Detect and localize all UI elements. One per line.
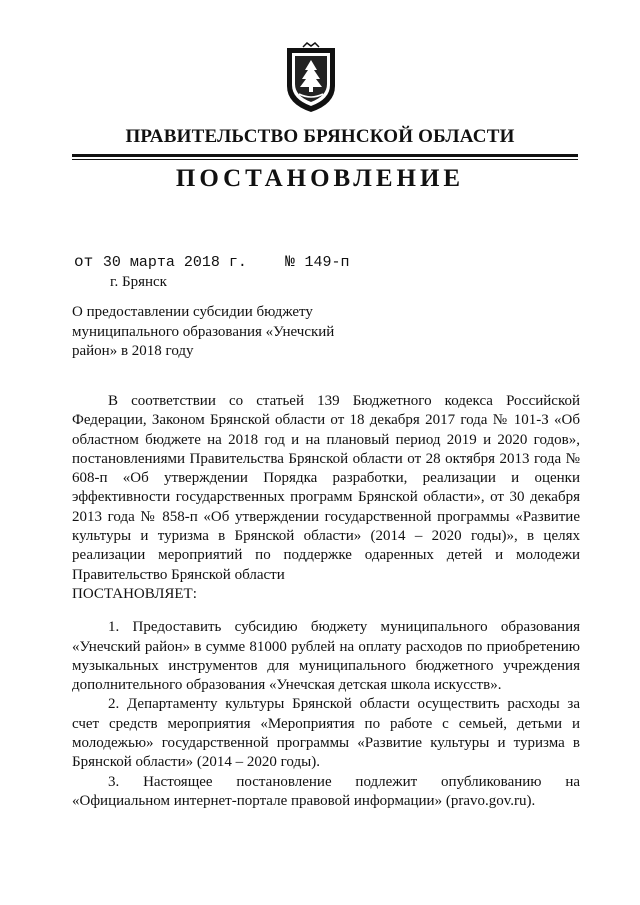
document-subject: [72, 303, 372, 362]
resolution-item: 2. Департаменту культуры Брянской области осуществить расходы за счет средств мероприятия «Мероприятия по работе с семьей, детьми и молодежью» государственной программы «Развитие культуры и туризма в Брянской области» (2014 – 2020 годы).: [72, 696, 580, 771]
document-type: ПОСТАНОВЛЕНИЕ: [175, 165, 465, 192]
header-rule-thin: [72, 159, 578, 160]
resolves-heading: ПОСТАНОВЛЯЕТ:: [72, 585, 197, 602]
government-name: ПРАВИТЕЛЬСТВО БРЯНСКОЙ ОБЛАСТИ: [125, 126, 515, 147]
resolution-items: [72, 618, 580, 811]
document-date: 30 марта 2018 г.: [102, 254, 247, 271]
coat-of-arms-icon: [283, 42, 339, 114]
date-prefix: от: [74, 253, 94, 271]
resolution-item: 1. Предоставить субсидию бюджету муниципального образования «Унечский район» в сумме 81000 рублей на оплату расходов по приобретению музыкальных инструментов для муниципального бюджетного учреждения дополнительного образования «Унечская детская школа искусств».: [72, 619, 580, 694]
date-number-line: [74, 253, 349, 271]
subject-line: О предоставлении субсидии бюджету: [72, 304, 313, 320]
subject-line: муниципального образования «Унечский: [72, 323, 335, 340]
document-body: [72, 392, 580, 811]
subject-line: район» в 2018 году: [72, 343, 194, 359]
document-city: г. Брянск: [110, 274, 167, 290]
resolution-item: 3. Настоящее постановление подлежит опубликованию на «Официальном интернет-портале правовой информации» (pravo.gov.ru).: [72, 773, 580, 809]
number-prefix: №: [285, 253, 295, 271]
document-number: 149-п: [304, 254, 350, 271]
preamble-paragraph: В соответствии со статьей 139 Бюджетного кодекса Российской Федерации, Законом Брянской области от 18 декабря 2017 года № 101-З «Об областном бюджете на 2018 год и на плановый период 2019 и 2020 годов», постановлениями Правительства Брянской области от 28 октября 2013 года № 608-п «Об утверждении Порядка разработки, реализации и оценки эффективности государственных программ Брянской области», от 30 декабря 2013 года № 858-п «Об утверждении государственной программы «Развитие культуры и туризма в Брянской области» (2014 – 2020 годы)», в целях реализации мероприятий по поддержке одаренных детей и молодежи Правительство Брянской области: [72, 393, 580, 583]
header-rule-thick: [72, 154, 578, 157]
